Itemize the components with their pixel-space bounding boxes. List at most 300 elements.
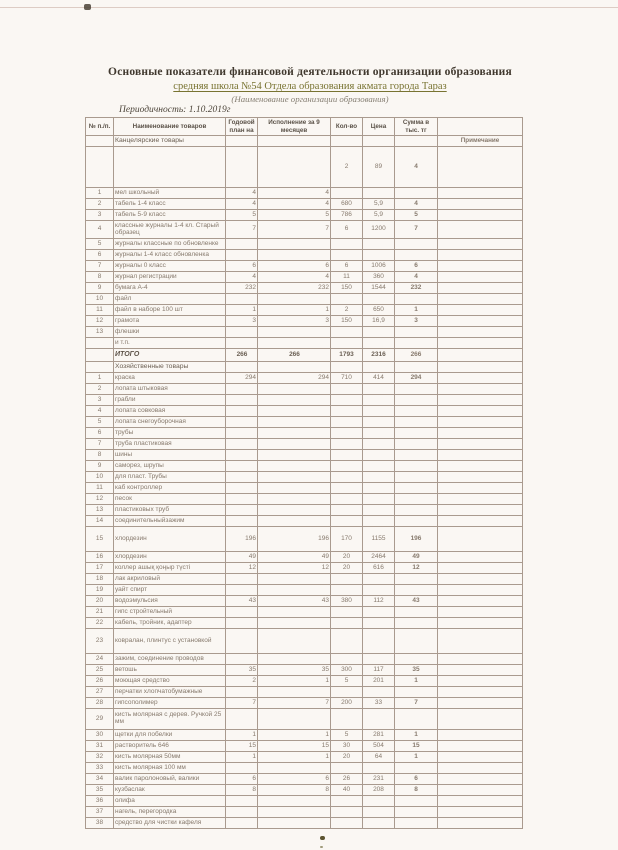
value-cell — [226, 327, 258, 338]
value-cell — [438, 338, 523, 349]
value-cell: 200 — [331, 698, 363, 709]
value-cell — [331, 687, 363, 698]
value-cell — [258, 406, 331, 417]
value-cell — [258, 327, 331, 338]
value-cell: 20 — [86, 596, 114, 607]
item-name-cell: средство для чистки кафеля — [114, 818, 226, 829]
value-cell: 7 — [226, 221, 258, 239]
value-cell — [395, 472, 438, 483]
value-cell — [438, 417, 523, 428]
value-cell — [395, 239, 438, 250]
table-row — [86, 395, 523, 406]
item-name-cell: кисть молярная с дерев. Ручкой 25 мм — [114, 709, 226, 730]
value-cell — [258, 494, 331, 505]
value-cell — [363, 294, 395, 305]
value-cell: 680 — [331, 199, 363, 210]
value-cell: 43 — [226, 596, 258, 607]
value-cell — [395, 384, 438, 395]
value-cell — [363, 629, 395, 654]
value-cell: 6 — [86, 250, 114, 261]
value-cell — [395, 618, 438, 629]
table-row — [86, 272, 523, 283]
item-name-cell: журналы 0 класс — [114, 261, 226, 272]
value-cell — [258, 136, 331, 147]
value-cell — [258, 709, 331, 730]
value-cell: 2464 — [363, 552, 395, 563]
value-cell: 1 — [226, 305, 258, 316]
value-cell — [438, 316, 523, 327]
value-cell — [438, 472, 523, 483]
value-cell — [226, 406, 258, 417]
value-cell — [395, 362, 438, 373]
value-cell — [226, 136, 258, 147]
table-row — [86, 730, 523, 741]
table-row — [86, 574, 523, 585]
value-cell — [395, 461, 438, 472]
table-row — [86, 210, 523, 221]
finance-table-body — [86, 118, 523, 829]
value-cell — [363, 796, 395, 807]
value-cell — [363, 338, 395, 349]
value-cell — [331, 494, 363, 505]
value-cell — [438, 676, 523, 687]
value-cell: 7 — [258, 698, 331, 709]
value-cell: 1 — [258, 676, 331, 687]
header-cell: Сумма в тыс. тг — [395, 118, 438, 136]
table-row — [86, 629, 523, 654]
value-cell — [258, 417, 331, 428]
item-name-cell: мел школьный — [114, 188, 226, 199]
value-cell — [363, 439, 395, 450]
value-cell — [438, 763, 523, 774]
table-row — [86, 294, 523, 305]
value-cell: 38 — [86, 818, 114, 829]
value-cell — [86, 338, 114, 349]
value-cell — [258, 472, 331, 483]
table-row — [86, 472, 523, 483]
value-cell: 786 — [331, 210, 363, 221]
value-cell — [438, 807, 523, 818]
value-cell: 1 — [395, 305, 438, 316]
value-cell — [438, 607, 523, 618]
value-cell: 201 — [363, 676, 395, 687]
value-cell — [395, 188, 438, 199]
value-cell — [226, 796, 258, 807]
item-name-cell: каб контроллер — [114, 483, 226, 494]
value-cell — [438, 221, 523, 239]
value-cell: 23 — [86, 629, 114, 654]
value-cell — [86, 362, 114, 373]
value-cell — [438, 785, 523, 796]
value-cell — [395, 439, 438, 450]
item-name-cell: кисть молярная 50мм — [114, 752, 226, 763]
value-cell — [395, 687, 438, 698]
value-cell — [438, 665, 523, 676]
value-cell — [363, 417, 395, 428]
value-cell — [363, 494, 395, 505]
table-row — [86, 349, 523, 362]
value-cell: 2 — [226, 676, 258, 687]
value-cell — [363, 428, 395, 439]
value-cell — [226, 294, 258, 305]
table-row — [86, 698, 523, 709]
value-cell — [226, 239, 258, 250]
value-cell: 11 — [331, 272, 363, 283]
value-cell — [438, 327, 523, 338]
table-row — [86, 417, 523, 428]
value-cell: 29 — [86, 709, 114, 730]
value-cell — [363, 395, 395, 406]
value-cell — [331, 483, 363, 494]
value-cell — [363, 472, 395, 483]
value-cell: 8 — [86, 272, 114, 283]
value-cell — [258, 629, 331, 654]
value-cell — [331, 654, 363, 665]
value-cell — [395, 494, 438, 505]
item-name-cell: шины — [114, 450, 226, 461]
table-row — [86, 147, 523, 188]
table-row — [86, 676, 523, 687]
value-cell: 6 — [258, 261, 331, 272]
value-cell — [258, 239, 331, 250]
value-cell: 31 — [86, 741, 114, 752]
value-cell — [395, 585, 438, 596]
value-cell — [395, 607, 438, 618]
value-cell: 8 — [86, 450, 114, 461]
item-name-cell: нагель, перегородка — [114, 807, 226, 818]
value-cell — [226, 450, 258, 461]
value-cell — [363, 136, 395, 147]
value-cell: 14 — [86, 516, 114, 527]
value-cell — [438, 741, 523, 752]
value-cell: 232 — [226, 283, 258, 294]
item-name-cell: кузбаслак — [114, 785, 226, 796]
value-cell: 43 — [258, 596, 331, 607]
value-cell: 15 — [226, 741, 258, 752]
value-cell: 4 — [258, 272, 331, 283]
value-cell: 6 — [226, 261, 258, 272]
value-cell: 37 — [86, 807, 114, 818]
table-row — [86, 494, 523, 505]
value-cell: 196 — [258, 527, 331, 552]
table-row — [86, 428, 523, 439]
value-cell — [226, 338, 258, 349]
table-row — [86, 250, 523, 261]
value-cell — [395, 763, 438, 774]
value-cell: 11 — [86, 305, 114, 316]
item-name-cell: коллер ашық қоңыр түсті — [114, 563, 226, 574]
value-cell — [438, 272, 523, 283]
item-name-cell: ковралан, плинтус с установкой — [114, 629, 226, 654]
ink-dot — [320, 846, 323, 848]
value-cell: Примечание — [438, 136, 523, 147]
value-cell — [395, 483, 438, 494]
value-cell — [226, 654, 258, 665]
value-cell: 6 — [395, 261, 438, 272]
value-cell — [331, 807, 363, 818]
value-cell: 208 — [363, 785, 395, 796]
value-cell — [363, 618, 395, 629]
value-cell: 22 — [86, 618, 114, 629]
table-row — [86, 607, 523, 618]
value-cell: 49 — [395, 552, 438, 563]
value-cell — [331, 250, 363, 261]
value-cell: 15 — [86, 527, 114, 552]
value-cell — [258, 763, 331, 774]
item-name-cell: файл в наборе 100 шт — [114, 305, 226, 316]
item-name-cell — [114, 147, 226, 188]
value-cell: 650 — [363, 305, 395, 316]
value-cell — [226, 494, 258, 505]
table-row — [86, 461, 523, 472]
value-cell: 49 — [226, 552, 258, 563]
value-cell: 7 — [395, 698, 438, 709]
value-cell: 11 — [86, 483, 114, 494]
value-cell — [438, 618, 523, 629]
item-name-cell: лопата снегоуборочная — [114, 417, 226, 428]
value-cell — [331, 188, 363, 199]
value-cell — [331, 796, 363, 807]
value-cell — [226, 472, 258, 483]
value-cell: 1 — [258, 305, 331, 316]
value-cell — [226, 384, 258, 395]
value-cell — [438, 483, 523, 494]
value-cell: 89 — [363, 147, 395, 188]
value-cell: 2 — [86, 384, 114, 395]
value-cell — [438, 461, 523, 472]
value-cell — [363, 239, 395, 250]
value-cell: 7 — [86, 261, 114, 272]
value-cell — [86, 136, 114, 147]
value-cell: 16,9 — [363, 316, 395, 327]
value-cell: 19 — [86, 585, 114, 596]
value-cell — [226, 461, 258, 472]
value-cell — [331, 239, 363, 250]
value-cell — [86, 147, 114, 188]
header-cell: Цена — [363, 118, 395, 136]
value-cell — [363, 250, 395, 261]
value-cell: 9 — [86, 461, 114, 472]
value-cell: 6 — [395, 774, 438, 785]
value-cell — [438, 395, 523, 406]
value-cell: 150 — [331, 283, 363, 294]
value-cell — [258, 574, 331, 585]
item-name-cell: Канцелярские товары — [114, 136, 226, 147]
value-cell: 15 — [258, 741, 331, 752]
table-row — [86, 618, 523, 629]
value-cell: 4 — [226, 272, 258, 283]
value-cell: 28 — [86, 698, 114, 709]
value-cell — [258, 654, 331, 665]
item-name-cell: кисть молярная 100 мм — [114, 763, 226, 774]
value-cell — [438, 188, 523, 199]
value-cell — [226, 709, 258, 730]
value-cell — [438, 796, 523, 807]
value-cell: 13 — [86, 505, 114, 516]
table-row — [86, 665, 523, 676]
value-cell: 8 — [258, 785, 331, 796]
value-cell — [438, 527, 523, 552]
value-cell: 6 — [258, 774, 331, 785]
value-cell — [258, 250, 331, 261]
value-cell — [226, 807, 258, 818]
value-cell: 232 — [395, 283, 438, 294]
value-cell — [438, 294, 523, 305]
value-cell: 6 — [226, 774, 258, 785]
value-cell: 4 — [395, 199, 438, 210]
value-cell — [438, 494, 523, 505]
header-cell: № п./п. — [86, 118, 114, 136]
value-cell — [438, 574, 523, 585]
value-cell — [363, 327, 395, 338]
value-cell — [258, 384, 331, 395]
value-cell: 3 — [86, 210, 114, 221]
value-cell: 2 — [331, 147, 363, 188]
value-cell: 20 — [331, 563, 363, 574]
value-cell: 150 — [331, 316, 363, 327]
value-cell — [331, 516, 363, 527]
value-cell: 5 — [258, 210, 331, 221]
value-cell: 504 — [363, 741, 395, 752]
item-name-cell: краска — [114, 373, 226, 384]
value-cell: 16 — [86, 552, 114, 563]
value-cell — [226, 687, 258, 698]
value-cell: 12 — [258, 563, 331, 574]
value-cell — [395, 327, 438, 338]
value-cell — [395, 406, 438, 417]
table-row — [86, 654, 523, 665]
value-cell — [226, 439, 258, 450]
value-cell — [226, 607, 258, 618]
value-cell: 43 — [395, 596, 438, 607]
value-cell — [363, 818, 395, 829]
value-cell — [438, 210, 523, 221]
item-name-cell: классные журналы 1-4 кл. Старый образец — [114, 221, 226, 239]
value-cell: 616 — [363, 563, 395, 574]
value-cell: 10 — [86, 472, 114, 483]
value-cell: 15 — [395, 741, 438, 752]
value-cell — [395, 428, 438, 439]
value-cell — [438, 730, 523, 741]
value-cell — [258, 618, 331, 629]
item-name-cell: журналы классные по обновленке — [114, 239, 226, 250]
value-cell: 35 — [86, 785, 114, 796]
value-cell — [438, 563, 523, 574]
value-cell: 30 — [86, 730, 114, 741]
value-cell — [363, 574, 395, 585]
value-cell: 12 — [86, 494, 114, 505]
value-cell — [258, 687, 331, 698]
value-cell — [363, 654, 395, 665]
value-cell — [363, 483, 395, 494]
value-cell — [438, 450, 523, 461]
value-cell: 294 — [226, 373, 258, 384]
value-cell — [395, 395, 438, 406]
value-cell: 4 — [258, 199, 331, 210]
value-cell: 4 — [226, 199, 258, 210]
table-row — [86, 785, 523, 796]
value-cell: 6 — [331, 221, 363, 239]
value-cell — [438, 349, 523, 362]
table-row — [86, 552, 523, 563]
value-cell — [395, 807, 438, 818]
table-row — [86, 505, 523, 516]
value-cell: 7 — [86, 439, 114, 450]
value-cell: 6 — [331, 261, 363, 272]
value-cell — [86, 349, 114, 362]
value-cell: 33 — [363, 698, 395, 709]
value-cell — [438, 428, 523, 439]
table-row — [86, 188, 523, 199]
value-cell: 3 — [258, 316, 331, 327]
document-header — [85, 66, 535, 115]
value-cell: 32 — [86, 752, 114, 763]
value-cell — [363, 362, 395, 373]
table-row — [86, 239, 523, 250]
value-cell — [226, 516, 258, 527]
value-cell: 36 — [86, 796, 114, 807]
value-cell: 5,9 — [363, 210, 395, 221]
value-cell: 196 — [395, 527, 438, 552]
value-cell — [395, 417, 438, 428]
value-cell: 25 — [86, 665, 114, 676]
value-cell — [438, 261, 523, 272]
table-row — [86, 283, 523, 294]
value-cell — [331, 136, 363, 147]
value-cell: 30 — [331, 741, 363, 752]
value-cell — [363, 807, 395, 818]
value-cell — [395, 338, 438, 349]
table-row — [86, 373, 523, 384]
ink-dot — [320, 836, 325, 840]
value-cell: 414 — [363, 373, 395, 384]
value-cell: 4 — [258, 188, 331, 199]
value-cell — [438, 362, 523, 373]
value-cell: 117 — [363, 665, 395, 676]
value-cell — [363, 450, 395, 461]
value-cell — [363, 461, 395, 472]
value-cell — [258, 439, 331, 450]
value-cell: 8 — [226, 785, 258, 796]
finance-table — [85, 117, 523, 829]
item-name-cell: гипс стройтельный — [114, 607, 226, 618]
value-cell: 35 — [395, 665, 438, 676]
value-cell: 3 — [226, 316, 258, 327]
header-cell: Годовой план на — [226, 118, 258, 136]
value-cell — [258, 516, 331, 527]
value-cell — [258, 461, 331, 472]
value-cell: 8 — [395, 785, 438, 796]
value-cell — [438, 654, 523, 665]
value-cell — [258, 807, 331, 818]
value-cell — [438, 199, 523, 210]
value-cell — [226, 505, 258, 516]
value-cell — [331, 294, 363, 305]
value-cell — [226, 250, 258, 261]
table-row — [86, 796, 523, 807]
value-cell: 1 — [395, 752, 438, 763]
value-cell — [438, 698, 523, 709]
value-cell — [258, 818, 331, 829]
table-row — [86, 305, 523, 316]
table-row — [86, 527, 523, 552]
value-cell: 4 — [86, 221, 114, 239]
value-cell: 4 — [395, 272, 438, 283]
value-cell: 3 — [86, 395, 114, 406]
periodicity-line: Периодичность: 1.10.2019г — [119, 105, 231, 115]
value-cell — [258, 796, 331, 807]
value-cell — [438, 406, 523, 417]
